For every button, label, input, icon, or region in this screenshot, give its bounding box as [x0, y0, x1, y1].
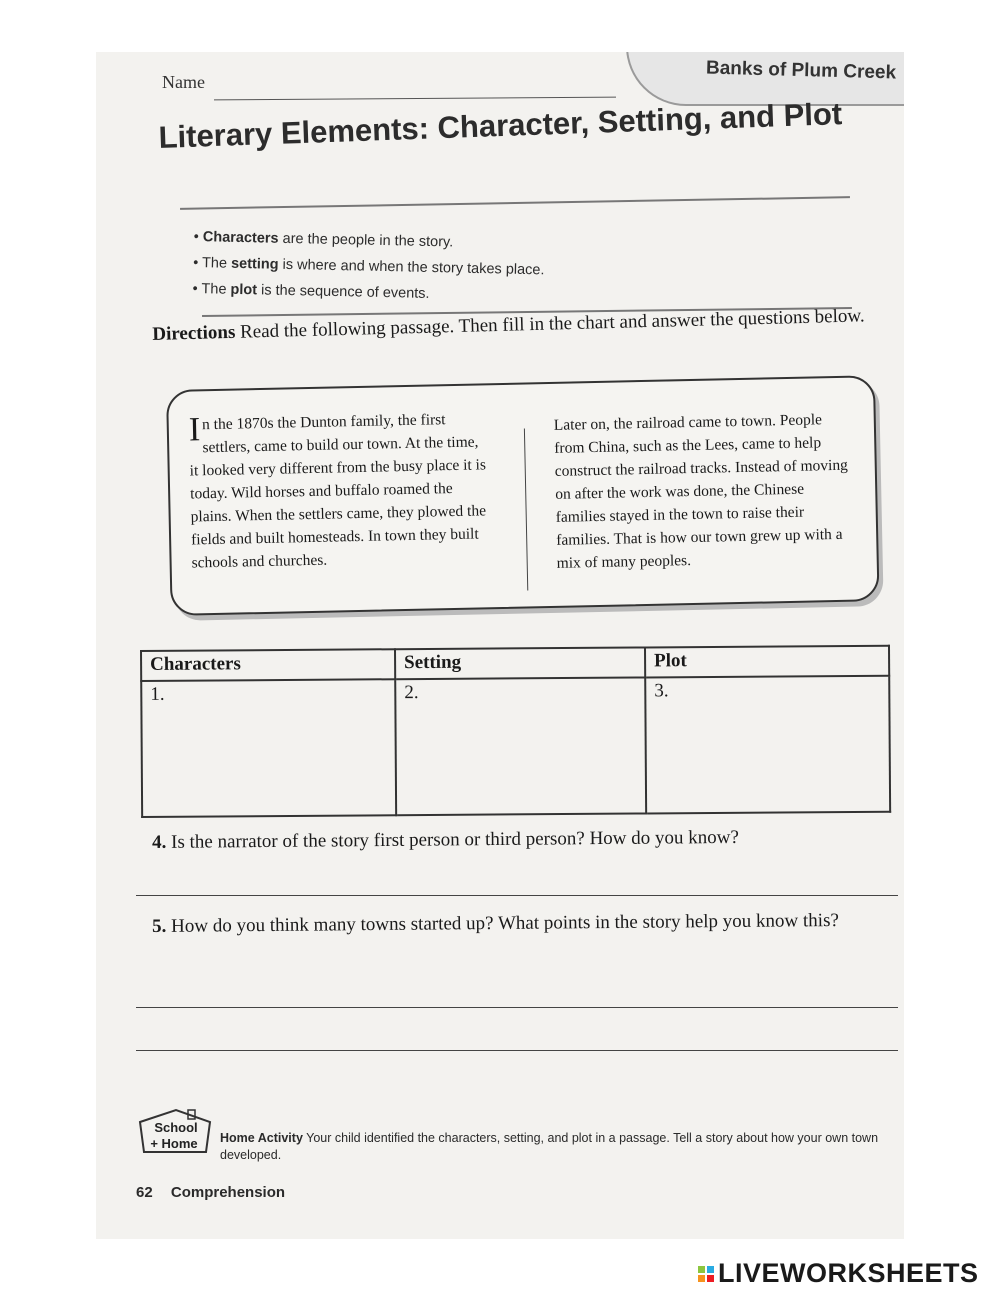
question-5-text: How do you think many towns started up? What points in the story help you know this? [171, 910, 839, 937]
page-number: 62 [136, 1184, 153, 1201]
name-line[interactable] [214, 97, 616, 101]
answer-line-4[interactable] [136, 895, 898, 896]
passage-text-1: n the 1870s the Dunton family, the first settlers, came to build our town. At the time, it looked very different from the busy place it is today. Wild horses and buffalo roamed the plains. When the settlers came, they plowed the fields and built homesteads. In town they built schools and churches. [189, 411, 487, 572]
bullet-characters: • Characters are the people in the story. [193, 228, 454, 251]
question-5 [152, 906, 852, 942]
home-activity [220, 1130, 890, 1164]
logo-school-text: School [154, 1120, 198, 1135]
passage-column-1 [188, 407, 491, 574]
question-4 [152, 822, 852, 858]
liveworksheets-watermark [698, 1258, 979, 1289]
story-title-tab: Banks of Plum Creek [705, 57, 897, 84]
title-rule [180, 196, 850, 210]
passage-column-2: Later on, the railroad came to town. People from China, such as the Lees, came to help construct the railroad tracks. Instead of moving on after the work was done, the Chinese families stayed in the town to raise their families. That is how our town grew up with a mix of many peoples. [553, 411, 849, 572]
cell-number-3: 3. [654, 680, 669, 702]
story-elements-chart [140, 645, 891, 818]
cell-characters[interactable] [141, 679, 396, 817]
header-plot: Plot [645, 646, 889, 678]
page-footer [136, 1184, 285, 1201]
page-title: Literary Elements: Character, Setting, and Plot [158, 96, 843, 155]
directions-text: Read the following passage. Then fill in the chart and answer the questions below. [239, 305, 865, 343]
cell-plot[interactable] [645, 676, 890, 814]
question-5-number: 5. [152, 915, 167, 937]
name-label: Name [162, 72, 205, 92]
directions-label: Directions [152, 321, 236, 345]
question-4-text: Is the narrator of the story first person or third person? How do you know? [171, 826, 739, 853]
home-activity-text: Your child identified the characters, setting, and plot in a passage. Tell a story about how your own town developed. [220, 1131, 879, 1162]
directions [152, 303, 892, 347]
answer-line-5a[interactable] [136, 1007, 898, 1008]
answer-line-5b[interactable] [136, 1050, 898, 1051]
watermark-text: LIVEWORKSHEETS [718, 1258, 979, 1288]
cell-number-1: 1. [150, 683, 165, 705]
worksheet-page [96, 52, 904, 1239]
footer-section: Comprehension [170, 1184, 286, 1201]
question-4-number: 4. [152, 831, 167, 853]
liveworksheets-logo-icon [698, 1266, 714, 1282]
cell-setting[interactable] [395, 677, 646, 815]
school-home-logo [136, 1108, 214, 1160]
cell-number-2: 2. [404, 682, 419, 704]
column-divider [524, 428, 528, 590]
logo-home-text: + Home [150, 1136, 198, 1151]
header-setting: Setting [395, 647, 645, 679]
bullet-plot: • The plot is the sequence of events. [192, 280, 430, 302]
drop-cap: I [188, 411, 201, 449]
header-characters: Characters [141, 649, 395, 681]
bullet-setting: • The setting is where and when the story takes place. [193, 254, 545, 279]
home-activity-label: Home Activity [220, 1131, 303, 1145]
passage-box [166, 375, 880, 616]
definitions-list [192, 224, 545, 309]
